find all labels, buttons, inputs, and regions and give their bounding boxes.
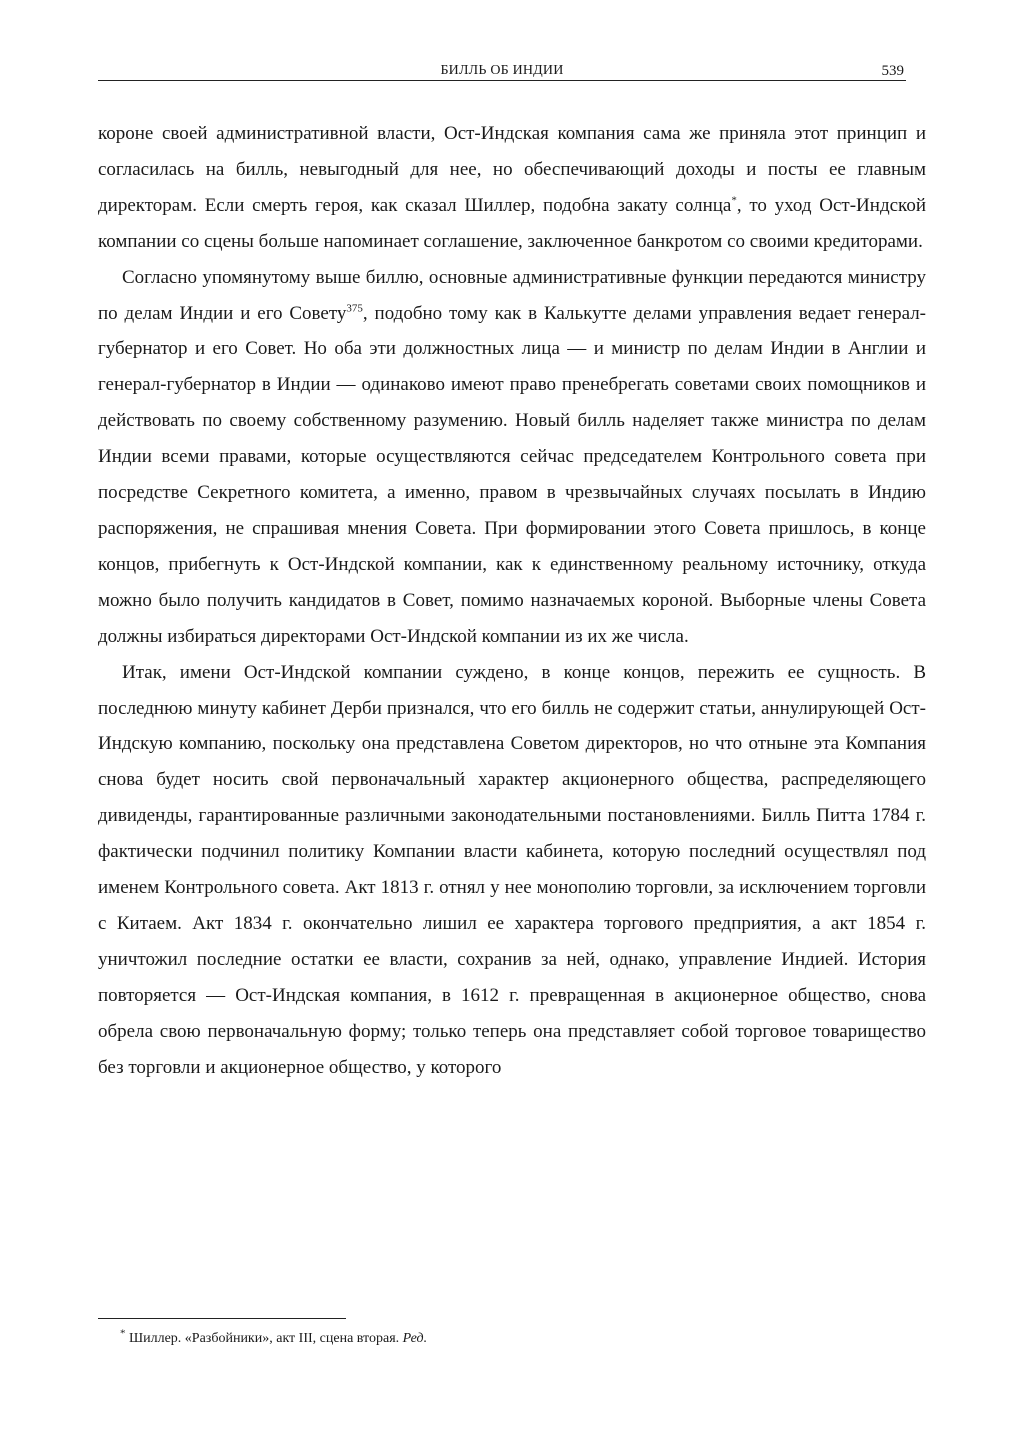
running-header <box>98 62 906 81</box>
footnote <box>120 1327 428 1348</box>
paragraph-3: Итак, имени Ост-Индской компании суждено, в конце концов, пережить ее сущность. В последнюю минуту кабинет Дерби признался, что его билль не содержит статьи, аннулирующей Ост-Индскую компанию, поскольку она представлена Советом директоров, но что отныне эта Компания снова будет носить свой первоначальный характер акционерного общества, распределяющего дивиденды, гарантированные различными законодательными постановлениями. Билль Питта 1784 г. фактически подчинил политику Компании власти кабинета, которую последний осуществлял под именем Контрольного совета. Акт 1813 г. отнял у нее монополию торговли, за исключением торговли с Китаем. Акт 1834 г. окончательно лишил ее характера торгового предприятия, а акт 1854 г. уничтожил последние остатки ее власти, сохранив за ней, однако, управление Индией. История повторяется — Ост-Индская компания, в 1612 г. превращенная в акционерное общество, снова обрела свою первоначальную форму; только теперь она представляет собой торговое товарищество без торговли и акционерное общество, у которого <box>98 661 926 1078</box>
body-text <box>98 116 926 1085</box>
endnote-reference[interactable]: 375 <box>346 302 363 315</box>
footnote-reference[interactable]: * <box>731 194 737 207</box>
paragraph-2-text-b: , подобно тому как в Калькутте делами управления ведает генерал-губернатор и его Совет. Но оба эти должностных лица — и министр по делам Индии в Англии и генерал-губернатор в Индии — одинаково имеют право пренебрегать советами своих помощников и действовать по своему собственному разумению. Новый билль наделяет также министра по делам Индии всеми правами, которые осуществляются сейчас председателем Контрольного совета при посредстве Секретного комитета, а именно, правом в чрезвычайных случаях посылать в Индию распоряжения, не спрашивая мнения Совета. При формировании этого Совета пришлось, в конце концов, прибегнуть к Ост-Индской компании, как к единственному реальному источнику, откуда можно было получить кандидатов в Совет, помимо назначаемых короной. Выборные члены Совета должны избираться директорами Ост-Индской компании из их же числа. <box>98 302 927 647</box>
paragraph-1 <box>98 116 926 260</box>
footnote-editor-note: Ред. <box>402 1331 428 1346</box>
footnote-mark: * <box>120 1327 126 1340</box>
running-title: БИЛЛЬ ОБ ИНДИИ <box>440 63 564 78</box>
paragraph-2 <box>98 260 926 655</box>
footnote-separator <box>98 1318 346 1319</box>
paragraph-1-text-b: , то уход Ост-Индской компании со сцены больше напоминает соглашение, заключенное банкротом со своими кредиторами. <box>98 194 926 252</box>
paragraph-2-text-a: Согласно упомянутому выше биллю, основные административные функции передаются министру по делам Индии и его Совету <box>98 266 926 324</box>
paragraph-1-text-a: короне своей административной власти, Ост-Индская компания сама же приняла этот принцип и согласилась на билль, невыгодный для нее, но обеспечивающий доходы и посты ее главным директорам. Если смерть героя, как сказал Шиллер, подобна закату солнца <box>98 123 926 216</box>
page-number: 539 <box>881 63 904 79</box>
footnote-text: Шиллер. «Разбойники», акт III, сцена вторая. <box>125 1331 403 1346</box>
